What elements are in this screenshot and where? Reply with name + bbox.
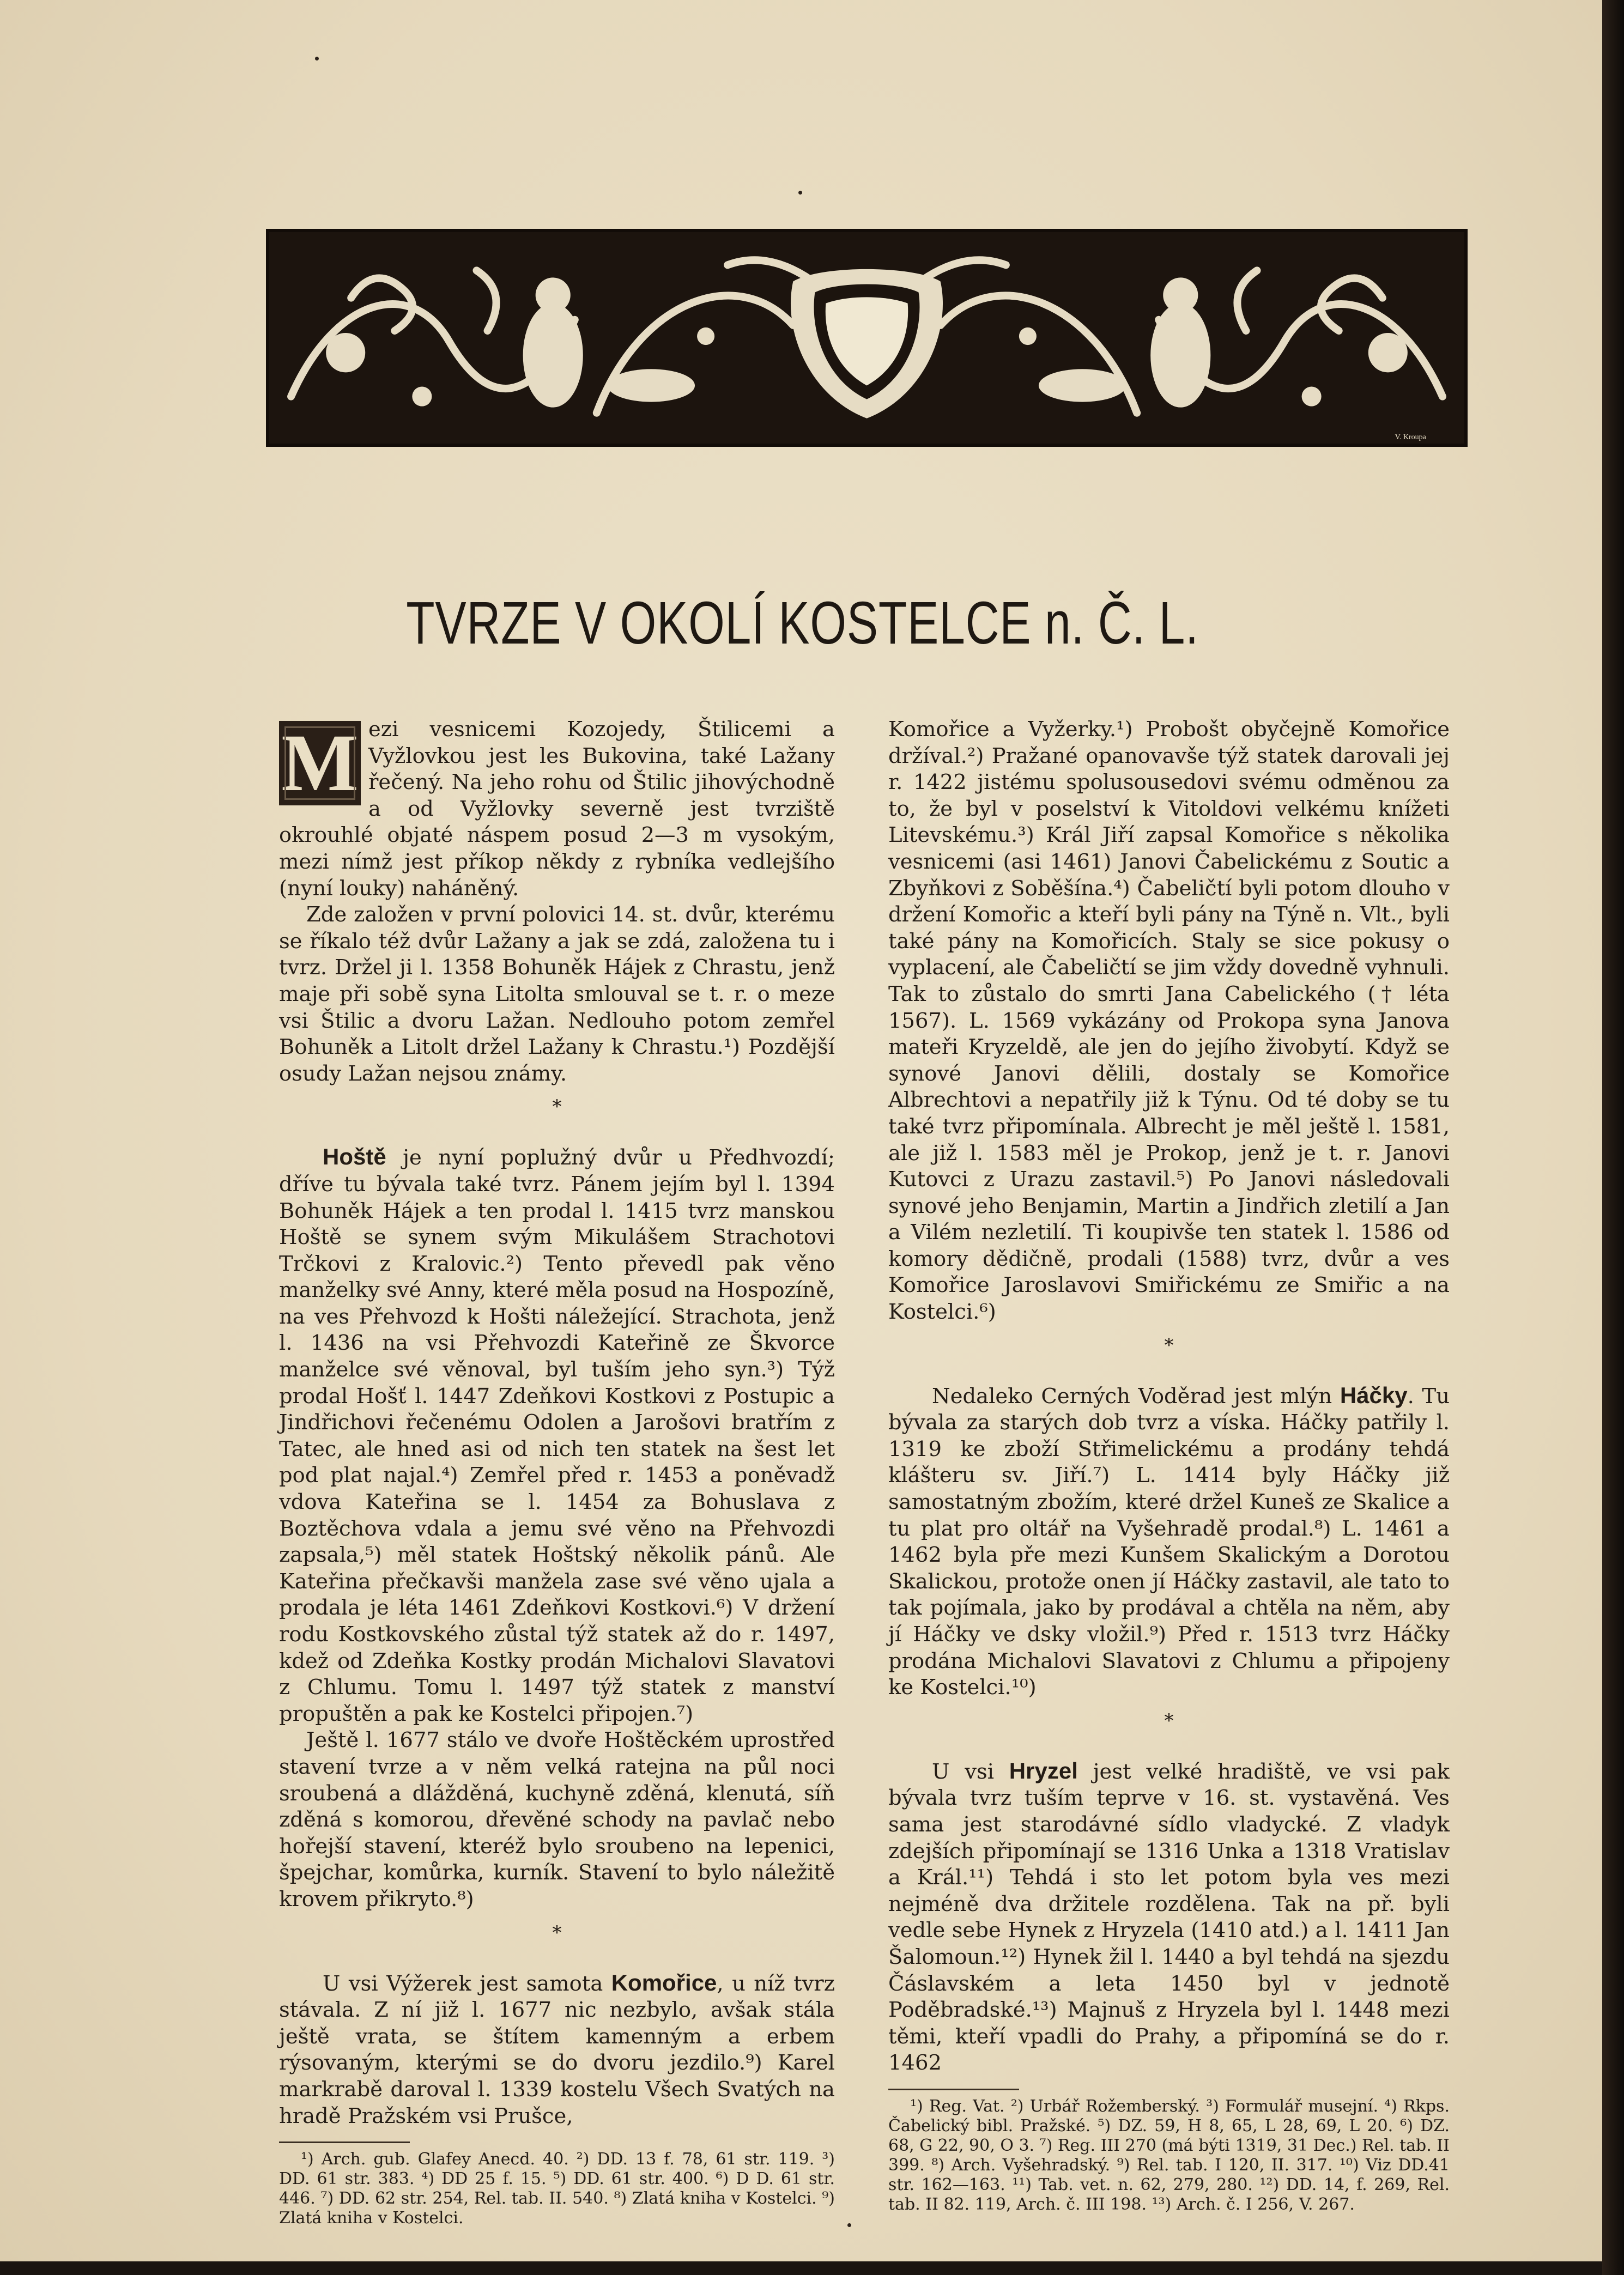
paragraph-text: U vsi: [932, 1759, 1009, 1784]
svg-text:V. Kroupa: V. Kroupa: [1395, 432, 1426, 441]
footnote-rule: [888, 2089, 1019, 2090]
page-speck: [798, 191, 802, 195]
place-name: Háčky: [1340, 1382, 1408, 1408]
paragraph: [279, 1144, 835, 1727]
footnotes: ¹) Reg. Vat. ²) Urbář Rožemberský. ³) Formulář musejní. ⁴) Rkps. Čabelický bibl. Pražské. ⁵) DZ. 59, H 8, 65, L 28, 69, L 20. ⁶) DZ. 68, G 22, 90, O 3. ⁷) Reg. III 270 (má býti 1319, 31 Dec.) Rel. tab. II 399. ⁸) Arch. Vyšehradský. ⁹) Rel. tab. I 120, II. 317. ¹⁰) Viz DD.41 str. 162—163. ¹¹) Tab. vet. n. 62, 279, 280. ¹²) DD. 14, f. 269, Rel. tab. II 82. 119, Arch. č. III 198. ¹³) Arch. č. I 256, V. 267.: [888, 2096, 1450, 2214]
section-separator: *: [1164, 1709, 1174, 1732]
paragraph: [888, 1758, 1450, 2077]
right-column: [888, 717, 1450, 2215]
section-separator: *: [1164, 1334, 1174, 1356]
place-name: Hryzel: [1009, 1757, 1078, 1783]
paragraph-text: . Tu bývala za starých dob tvrz a víska. Háčky patřily l. 1319 ke zboží Střimelickému a prodány tehdá klášteru sv. Jiří.⁷) L. 1414 byly Háčky již samostatným zbožím, které držel Kuneš ze Skalice a tu plat pro oltář na Vyšehradě prodal.⁸) L. 1461 a 1462 byla pře mezi Kunšem Skalickým a Dorotou Skalickou, protože onen jí Háčky zastavil, ale tato to tak pojímala, jako by prodával a chtěla na něm, aby jí Háčky ve dsky vložil.⁹) Před r. 1513 tvrz Háčky prodána Michalovi Slavatovi z Chlumu a připojeny ke Kostelci.¹⁰): [888, 1384, 1450, 1700]
paragraph: [888, 1382, 1450, 1701]
paragraph-text: U vsi Výžerek jest samota: [323, 1971, 611, 1996]
paragraph-text: jest velké hradiště, ve vsi pak bývala tvrz tuším teprve v 16. st. vystavěná. Ves sama jest starodávné sídlo vladycké. Z vladyk zdejších připomínají se 1316 Unka a 1318 Vratislav a Král.¹¹) Tehdá i sto let potom byla ves mezi nejméně dva držitele rozdělena. Tak na př. byli vedle sebe Hynek z Hryzela (1410 atd.) a l. 1411 Jan Šalomoun.¹²) Hynek žil l. 1440 a byl tehdá na sjezdu Čáslavském a leta 1450 byl v jednotě Poděbradské.¹³) Majnuš z Hryzela byl l. 1448 mezi těmi, kteří vpadli do Prahy, a připomíná se do r. 1462: [888, 1759, 1450, 2076]
paragraph: Zde založen v první polovici 14. st. dvůr, kterému se říkalo též dvůr Lažany a jak se zdá, založena tu i tvrz. Držel ji l. 1358 Bohuněk Hájek z Chrastu, jenž maje při sobě syna Litolta smlouval se t. r. o meze vsi Štilic a dvoru Lažan. Nedlouho potom zemřel Bohuněk a Litolt držel Lažany k Chrastu.¹) Pozdější osudy Lažan nejsou známy.: [279, 902, 835, 1086]
footnote-rule: [279, 2141, 410, 2143]
drop-cap: M: [279, 721, 361, 805]
section-separator: *: [552, 1921, 562, 1944]
paragraph-text: je nyní poplužný dvůr u Předhvozdí; dříve tu bývala také tvrz. Pánem jejím byl l. 1394 Bohuněk Hájek a ten prodal l. 1415 tvrz manskou Hoště se synem svým Mikulášem Strachotovi Trčkovi z Kralovic.²) Tento převedl pak věno manželky své Anny, které měla posud na Hospozíně, na ves Přehvozd k Hošti náležející. Strachota, jenž l. 1436 na vsi Přehvozdi Kateřině ze Škvorce manželce své věnoval, byl tuším jeho syn.³) Týž prodal Hošť l. 1447 Zdeňkovi Kostkovi z Postupic a Jindřichovi řečenému Odolen a Jarošovi bratřím z Tatec, ale hned asi od nich ten statek na šest let pod plat najal.⁴) Zemřel před r. 1453 a poněvadž vdova Kateřina se l. 1454 za Bohuslava z Boztěchova vdala a jemu své věno na Přehvozdi zapsala,⁵) měl statek Hoštský několik pánů. Ale Kateřina přečkavši manžela zase své věno ujala a prodala je léta 1461 Zdeňkovi Kostkovi.⁶) V držení rodu Kostkovského zůstal týž statek až do r. 1497, kdež od Zdeňka Kostky prodán Michalovi Slavatovi z Chlumu. Tomu l. 1497 týž statek z manství propuštěn a pak ke Kostelci připojen.⁷): [279, 1145, 835, 1726]
ornament-icon: [269, 232, 1464, 444]
section-separator: *: [552, 1096, 562, 1118]
left-column: [279, 717, 835, 2228]
paragraph: Ještě l. 1677 stálo ve dvoře Hoštěckém uprostřed stavení tvrze a v něm velká ratejna na půl noci sroubená a dlážděná, kuchyně zděná, klenutá, síň zděná s komorou, dřevěné schody na pavlač nebo hořejší stavení, kteréž bylo sroubeno na lepenici, špejchar, komůrka, kurník. Stavení to bylo náležitě krovem přikryto.⁸): [279, 1728, 835, 1912]
page-title: TVRZE V OKOLÍ KOSTELCE n. Č. L.: [406, 590, 1199, 657]
paragraph: [279, 1970, 835, 2130]
paragraph-text: Nedaleko Cerných Voděrad jest mlýn: [932, 1384, 1340, 1409]
page-speck: [315, 57, 319, 60]
place-name: Komořice: [611, 1969, 717, 1995]
paragraph-text: , u níž tvrz stávala. Z ní již l. 1677 nic nezbylo, avšak stála ještě vrata, se štítem kamenným a erbem rýsovaným, kterými se do dvoru jezdilo.⁹) Karel markrabě daroval l. 1339 kostelu Všech Svatých na hradě Pražském vsi Prušce,: [279, 1971, 835, 2128]
paragraph: ezi vesnicemi Kozojedy, Štilicemi a Vyžlovkou jest les Bukovina, také Lažany řečený. Na jeho rohu od Štilic jihovýchodně a od Vyžlovky severně jest tvrziště okrouhlé objaté náspem posud 2—3 m vysokým, mezi nímž jest příkop někdy z rybníka vedlejšího (nyní louky) naháněný.: [279, 717, 835, 901]
ornamental-header-banner: [266, 229, 1468, 447]
paragraph: Komořice a Vyžerky.¹) Probošt obyčejně Komořice držíval.²) Pražané opanovavše týž statek darovali jej r. 1422 jistému spolusousedovi svému odměnou za to, že byl v poselství k Vitoldovi velkému knížeti Litevskému.³) Král Jiří zapsal Komořice s několika vesnicemi (asi 1461) Janovi Čabelickému z Soutic a Zbyňkovi z Soběšína.⁴) Čabeličtí byli potom dlouho v držení Komořic a kteří byli pány na Týně n. Vlt., byli také pány na Komořicích. Staly se sice pokusy o vyplacení, ale Čabeličtí se jim vždy dovedně vyhnuli. Tak to zůstalo do smrti Jana Cabelického († léta 1567). L. 1569 vykázány od Prokopa syna Janova mateři Kryzeldě, ale jen do jejího živobytí. Když se synové Janovi dělili, dostaly se Komořice Albrechtovi a nepatřily již k Týnu. Od té doby se tu také tvrz připomínala. Albrecht je měl ještě l. 1581, ale již l. 1583 měl je Prokop, jenž je t. r. Janovi Kutovci z Urazu zastavil.⁵) Po Janovi následovali synové jeho Benjamin, Martin a Jindřich zletilí a Jan a Vilém nezletilí. Ti koupivše ten statek l. 1586 od komory dědičně, prodali (1588) tvrz, dvůr a ves Komořice Jaroslavovi Smiřickému ze Smiřic a na Kostelci.⁶): [888, 717, 1450, 1325]
place-name: Hoště: [323, 1144, 386, 1170]
book-spine: [1602, 0, 1624, 2275]
footnotes: ¹) Arch. gub. Glafey Anecd. 40. ²) DD. 13 f. 78, 61 str. 119. ³) DD. 61 str. 383. ⁴) DD 25 f. 15. ⁵) DD. 61 str. 400. ⁶) D D. 61 str. 446. ⁷) DD. 62 str. 254, Rel. tab. II. 540. ⁸) Zlatá kniha v Kostelci. ⁹) Zlatá kniha v Kostelci.: [279, 2150, 835, 2228]
page-speck: [847, 2223, 851, 2227]
